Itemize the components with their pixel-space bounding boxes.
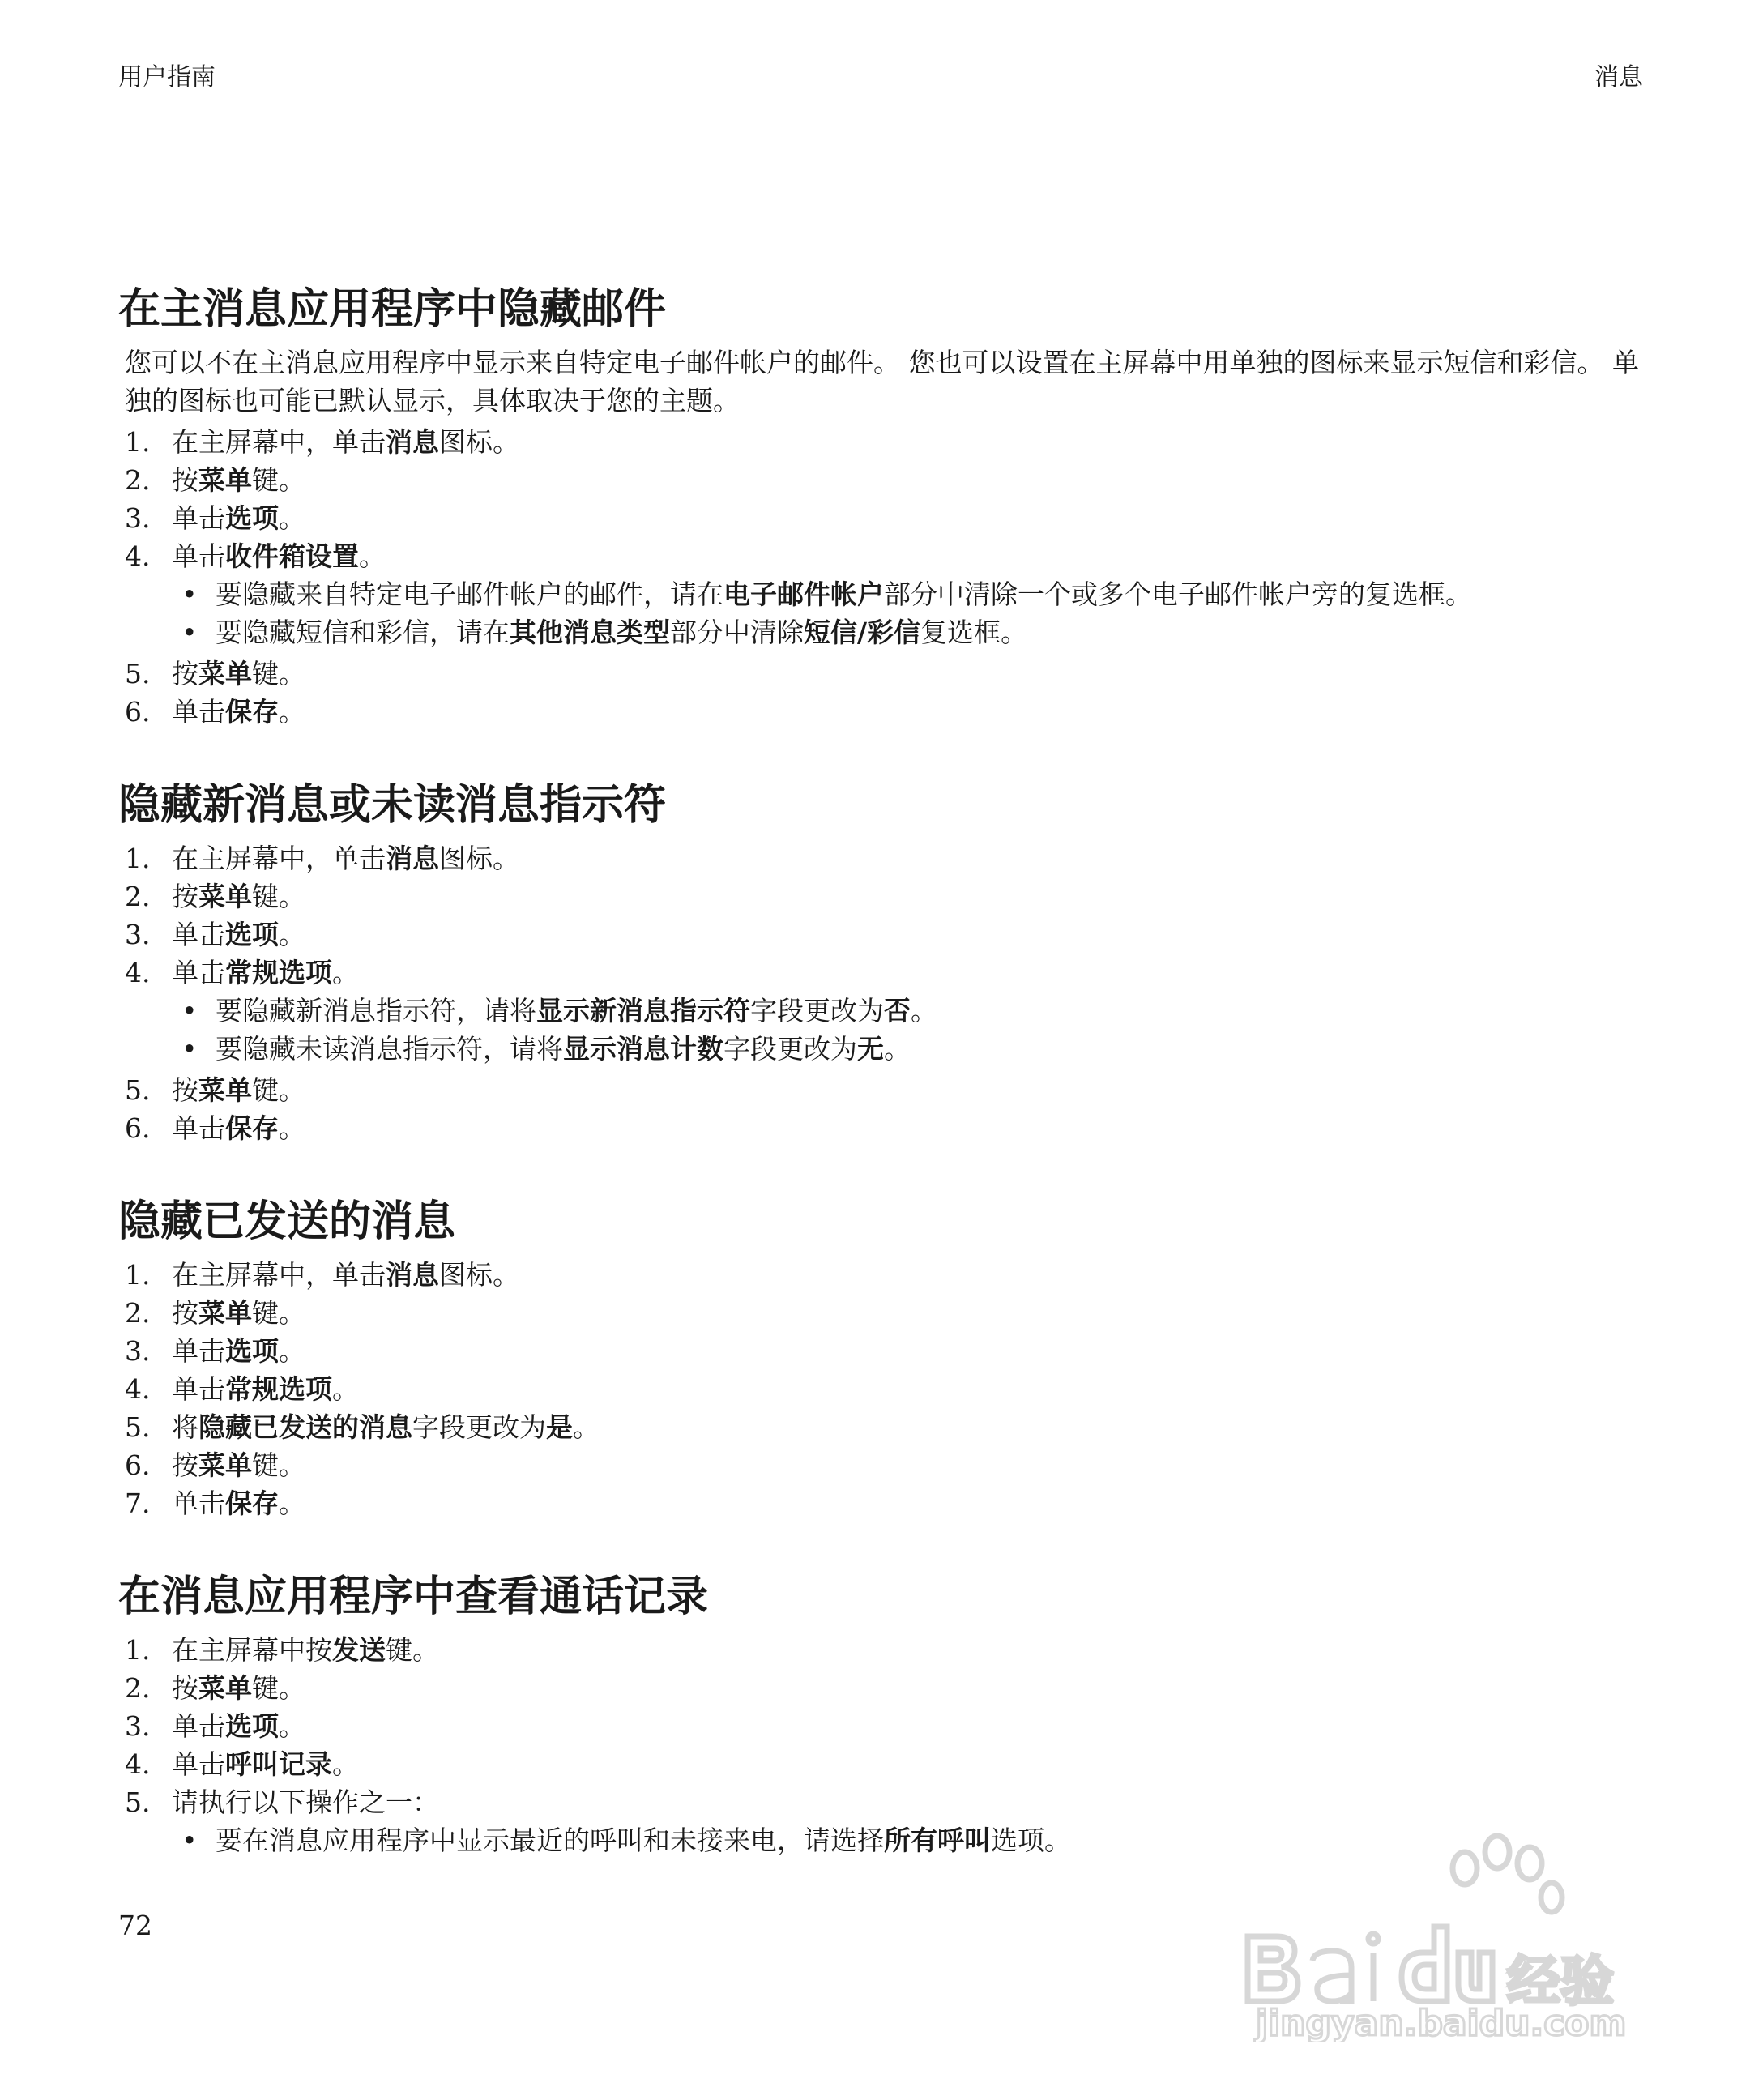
step-item [118,499,1658,537]
page-number: 72 [118,1910,152,1941]
step-item [118,1071,1658,1109]
text-run: 图标。 [439,843,519,874]
text-run: 要在消息应用程序中显示最近的呼叫和未接来电，请选择 [216,1825,884,1856]
text-run: 。 [279,1488,305,1519]
ui-term-bold: 消息 [386,843,439,874]
bullet-dot-icon: • [181,578,198,610]
step-item [118,1484,1658,1522]
text-run: 单击 [172,502,225,534]
text-run: 复选框。 [920,617,1028,648]
text-run: 在主屏幕中按 [172,1634,332,1666]
section-intro: 您可以不在主消息应用程序中显示来自特定电子邮件帐户的邮件。 您也可以设置在主屏幕中用单独的图标来显示短信和彩信。 单独的图标也可能已默认显示，具体取决于您的主题。 [125,347,1639,416]
header-chapter-title: 消息 [1594,63,1643,92]
step-number: 3. [125,502,151,534]
ui-term-bold: 常规选项 [225,957,332,988]
step-number: 6. [125,1112,151,1144]
text-run: 单击 [172,696,225,728]
step-number: 3. [125,919,151,950]
ui-term-bold: 保存 [225,696,279,728]
text-run: 。 [911,995,937,1027]
text-run: 部分中清除一个或多个电子邮件帐户旁的复选框。 [884,578,1472,610]
text-run: 键。 [252,658,305,689]
ui-term-bold: 收件箱设置 [225,540,359,572]
text-run: 键。 [252,464,305,496]
text-run: 按 [172,658,198,689]
text-run: 在主屏幕中，单击 [172,1259,386,1291]
ui-term-bold: 选项 [225,1710,279,1742]
step-item [118,655,1658,693]
step-number: 4. [125,957,151,988]
ui-term-bold: 菜单 [198,464,252,496]
step-item [118,877,1658,916]
ui-term-bold: 菜单 [198,1297,252,1329]
text-run: 选项。 [991,1825,1071,1856]
header-doc-title: 用户指南 [118,63,216,92]
bullet-item [118,613,1658,651]
text-run: 按 [172,1297,198,1329]
ui-term-bold: 否 [884,995,911,1027]
section-title: 隐藏已发送的消息 [118,1197,456,1246]
text-run: 请执行以下操作之一： [172,1786,439,1818]
ui-term-bold: 显示新消息指示符 [536,995,750,1027]
bullet-dot-icon: • [181,617,198,648]
watermark-logo-text: 经验 [1507,1950,1614,2012]
ui-term-bold: 是 [546,1411,573,1443]
section [118,771,1658,1147]
text-run: 单击 [172,919,225,950]
paw-toe-icon [1517,1847,1542,1880]
step-item [118,1669,1658,1707]
section-title: 在主消息应用程序中隐藏邮件 [118,285,667,334]
baidu-jingyan-watermark [1240,1831,1661,2042]
step-number: 5. [125,1786,151,1818]
bullet-list [118,575,1658,651]
ui-term-bold: 发送 [332,1634,386,1666]
step-number: 2. [125,881,151,912]
text-run: 按 [172,1449,198,1481]
step-number: 6. [125,696,151,728]
text-run: 字段更改为 [723,1033,857,1065]
text-run: 图标。 [439,426,519,458]
section [118,1563,1658,1859]
step-number: 1. [125,1634,151,1666]
step-number: 2. [125,1672,151,1704]
ui-term-bold: 电子邮件帐户 [723,578,884,610]
step-item [118,1294,1658,1332]
text-run: 将 [172,1411,198,1443]
step-item [118,1783,1658,1821]
step-item [118,1745,1658,1783]
step-number: 1. [125,1259,151,1291]
ui-term-bold: 所有呼叫 [884,1825,991,1856]
text-run: 单击 [172,1488,225,1519]
ui-term-bold: 菜单 [198,658,252,689]
text-run: 。 [332,957,359,988]
ui-term-bold: 隐藏已发送的消息 [198,1411,412,1443]
text-run: 。 [279,1335,305,1367]
step-number: 2. [125,1297,151,1329]
ui-term-bold: 短信/彩信 [804,617,921,648]
text-run: 。 [279,502,305,534]
text-run: 键。 [252,881,305,912]
bullet-item [118,1030,1658,1068]
bullet-item [118,992,1658,1030]
text-run: 。 [332,1373,359,1405]
ui-term-bold: 显示消息计数 [563,1033,723,1065]
step-item [118,1332,1658,1370]
text-run: 按 [172,1074,198,1106]
ui-term-bold: 消息 [386,1259,439,1291]
step-item [118,954,1658,992]
text-run: 字段更改为 [750,995,884,1027]
ui-term-bold: 无 [857,1033,884,1065]
step-number: 7. [125,1488,151,1519]
text-run: 。 [279,1710,305,1742]
ui-term-bold: 消息 [386,426,439,458]
text-run: 。 [884,1033,911,1065]
text-run: 单击 [172,957,225,988]
step-item [118,1370,1658,1408]
step-number: 5. [125,658,151,689]
step-number: 4. [125,1748,151,1780]
step-item [118,537,1658,575]
text-run: 单击 [172,1373,225,1405]
text-run: 单击 [172,1112,225,1144]
text-run: 单击 [172,1710,225,1742]
text-run: 键。 [252,1074,305,1106]
text-run: 。 [359,540,386,572]
text-run: 键。 [252,1297,305,1329]
paw-toe-icon [1485,1836,1509,1868]
ui-term-bold: 保存 [225,1488,279,1519]
step-item [118,461,1658,499]
text-run: 。 [279,696,305,728]
step-item [118,1256,1658,1294]
text-run: 键。 [386,1634,439,1666]
text-run: 部分中清除 [670,617,804,648]
section [118,275,1658,731]
text-run: 按 [172,881,198,912]
text-run: 要隐藏新消息指示符，请将 [216,995,536,1027]
step-item [118,423,1658,461]
step-number: 4. [125,1373,151,1405]
document-body [118,275,1658,1900]
paw-toe-icon [1541,1883,1562,1912]
text-run: 键。 [252,1449,305,1481]
text-run: 图标。 [439,1259,519,1291]
step-item [118,1408,1658,1446]
text-run: 在主屏幕中，单击 [172,426,386,458]
text-run: 。 [573,1411,600,1443]
step-number: 2. [125,464,151,496]
watermark-url: jingyan.baidu.com [1256,2003,1627,2042]
text-run: 字段更改为 [412,1411,546,1443]
bullet-list [118,992,1658,1068]
step-number: 4. [125,540,151,572]
text-run: 要隐藏短信和彩信，请在 [216,617,510,648]
text-run: 要隐藏来自特定电子邮件帐户的邮件，请在 [216,578,723,610]
text-run: 按 [172,1672,198,1704]
ui-term-bold: 菜单 [198,1449,252,1481]
step-number: 6. [125,1449,151,1481]
ui-term-bold: 菜单 [198,1074,252,1106]
ui-term-bold: 选项 [225,1335,279,1367]
text-run: 单击 [172,540,225,572]
ui-term-bold: 其他消息类型 [510,617,670,648]
step-number: 1. [125,843,151,874]
text-run: 单击 [172,1748,225,1780]
ui-term-bold: 选项 [225,502,279,534]
step-number: 3. [125,1335,151,1367]
text-run: 按 [172,464,198,496]
ui-term-bold: 常规选项 [225,1373,332,1405]
step-number: 3. [125,1710,151,1742]
paw-toe-icon [1453,1852,1477,1884]
step-number: 5. [125,1074,151,1106]
bullet-item [118,575,1658,613]
section-title: 隐藏新消息或未读消息指示符 [118,781,667,830]
text-run: 。 [332,1748,359,1780]
text-run: 键。 [252,1672,305,1704]
step-number: 1. [125,426,151,458]
step-number: 5. [125,1411,151,1443]
step-item [118,1707,1658,1745]
step-item [118,1109,1658,1147]
text-run: 要隐藏未读消息指示符，请将 [216,1033,563,1065]
section [118,1188,1658,1522]
text-run: 单击 [172,1335,225,1367]
step-item [118,1446,1658,1484]
step-item [118,916,1658,954]
step-item [118,1631,1658,1669]
ui-term-bold: 菜单 [198,881,252,912]
ui-term-bold: 呼叫记录 [225,1748,332,1780]
step-item [118,693,1658,731]
text-run: 在主屏幕中，单击 [172,843,386,874]
bullet-dot-icon: • [181,1825,198,1856]
bullet-dot-icon: • [181,1033,198,1065]
ui-term-bold: 菜单 [198,1672,252,1704]
text-run: 。 [279,919,305,950]
ui-term-bold: 选项 [225,919,279,950]
step-item [118,839,1658,877]
section-title: 在消息应用程序中查看通话记录 [118,1573,709,1621]
bullet-dot-icon: • [181,995,198,1027]
ui-term-bold: 保存 [225,1112,279,1144]
text-run: 。 [279,1112,305,1144]
